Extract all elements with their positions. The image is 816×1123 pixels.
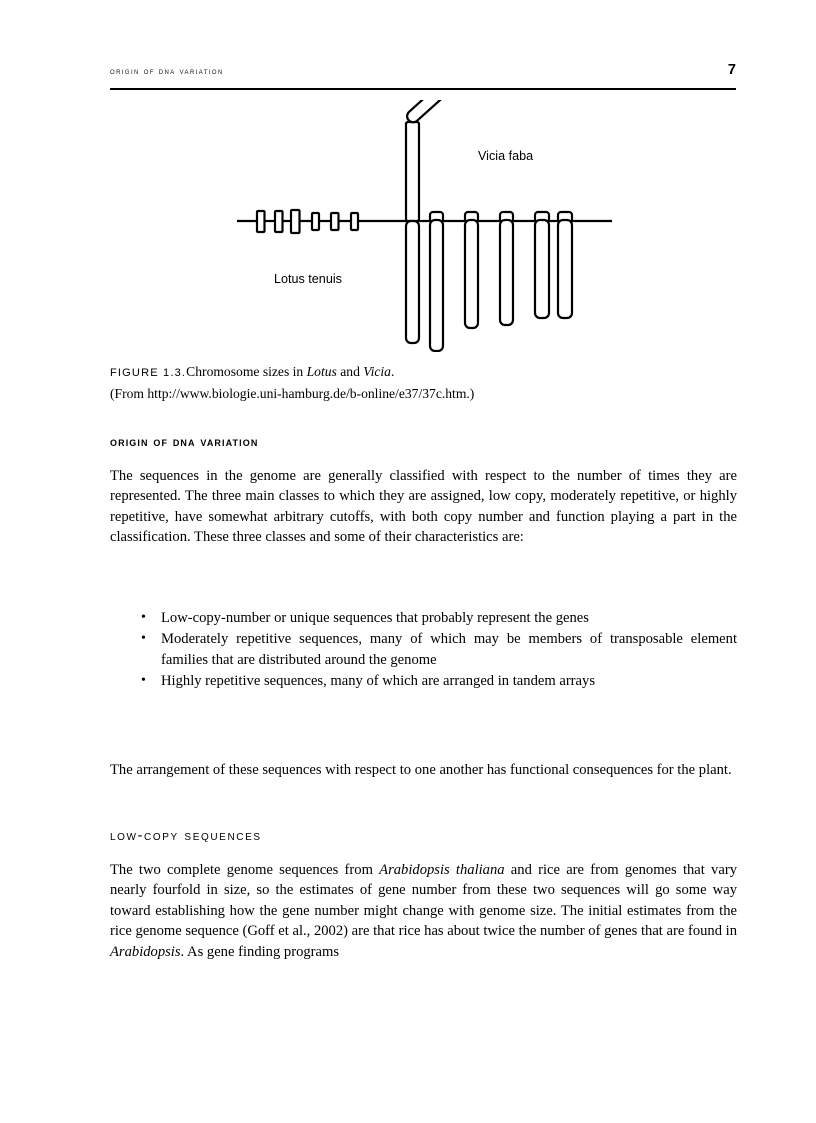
page-number: 7 — [727, 62, 736, 78]
lotus-chromosome-1 — [257, 211, 265, 232]
vicia-chromosome-3 — [465, 212, 478, 328]
vicia-chromosome-6 — [558, 212, 572, 318]
vicia-6-lower-arm — [558, 220, 572, 318]
lotus-chromosome-2 — [275, 211, 283, 232]
vicia-chromosome-2 — [430, 212, 443, 351]
vicia-2-lower-arm — [430, 220, 443, 351]
vicia-1-upper-arm — [406, 122, 419, 221]
running-head — [110, 62, 736, 84]
list-item-text: Low-copy-number or unique sequences that probably represent the genes — [161, 610, 589, 626]
chromosome-diagram — [110, 100, 736, 352]
caption-source: (From http://www.biologie.uni-hamburg.de/b-online/e37/37c.htm.) — [110, 385, 475, 401]
heading-origin-text: origin of dna variation — [110, 434, 259, 449]
list-item — [135, 608, 737, 628]
caption-italic-vicia: Vicia — [363, 364, 391, 379]
caption-text-1: Chromosome sizes in — [186, 364, 307, 379]
heading-low-copy-sequences — [110, 828, 262, 844]
vicia-5-lower-arm — [535, 220, 549, 318]
characteristics-list — [135, 608, 737, 693]
list-item — [135, 629, 737, 670]
figure-chromosome-sizes — [110, 100, 736, 352]
low-copy-italic-arabidopsis-thaliana: Arabidopsis thaliana — [379, 862, 505, 878]
heading-origin-of-dna-variation — [110, 434, 258, 449]
vicia-chromosome-4 — [500, 212, 513, 325]
figure-number: FIGURE 1.3. — [110, 367, 187, 379]
list-item-text: Moderately repetitive sequences, many of which may be members of transposable element families that are distributed around the genome — [161, 631, 737, 668]
vicia-3-lower-arm — [465, 220, 478, 328]
paragraph-intro: The sequences in the genome are generally classified with respect to the number of times they are represented. The three main classes to which they are assigned, low copy, moderately repetitive, or highly repetitive, have somewhat arbitrary cutoffs, with both copy number and function playing a part in the classification. These three classes and some of their characteristics are: — [110, 468, 737, 546]
figure-label-lotus: Lotus tenuis — [274, 272, 342, 286]
bullet-icon: • — [141, 673, 146, 689]
running-head-title: origin of dna variation — [110, 66, 224, 76]
caption-italic-lotus: Lotus — [306, 364, 337, 379]
low-copy-italic-arabidopsis: Arabidopsis — [110, 943, 181, 960]
vicia-4-lower-arm — [500, 220, 513, 325]
low-copy-part2: and rice are from genomes that vary nearly fourfold in size, so the estimates of gene number from these two sequences will go some way toward establishing how the gene number might change with genome size. The initial estimates from the rice genome sequence (Goff et al., 2002) are that rice has about twice the number of genes that are found in — [110, 862, 738, 940]
paragraph-after-list: The arrangement of these sequences with respect to one another has functional consequences for the plant. — [110, 762, 732, 778]
caption-text-3: . — [390, 364, 395, 379]
caption-text-2: and — [336, 364, 364, 379]
header-rule — [110, 88, 736, 90]
low-copy-part3: . As gene finding programs — [180, 943, 340, 960]
list-item — [135, 671, 737, 691]
vicia-1-satellite — [405, 100, 449, 125]
figure-label-vicia: Vicia faba — [478, 149, 534, 163]
vicia-1-lower-arm — [406, 221, 419, 343]
vicia-chromosome-5 — [535, 212, 549, 318]
bullet-icon: • — [141, 610, 146, 625]
list-item-text: Highly repetitive sequences, many of which are arranged in tandem arrays — [161, 673, 595, 690]
lotus-chromosome-4 — [312, 213, 319, 230]
low-copy-part1: The two complete genome sequences from — [110, 862, 380, 878]
bullet-icon: • — [141, 631, 146, 647]
lotus-chromosome-5 — [331, 213, 339, 230]
paragraph-low-copy — [110, 860, 737, 962]
figure-caption — [110, 362, 736, 403]
heading-low-copy-text: low-copy sequences — [110, 828, 262, 844]
lotus-chromosome-3 — [291, 210, 300, 233]
lotus-chromosome-6 — [351, 213, 358, 230]
